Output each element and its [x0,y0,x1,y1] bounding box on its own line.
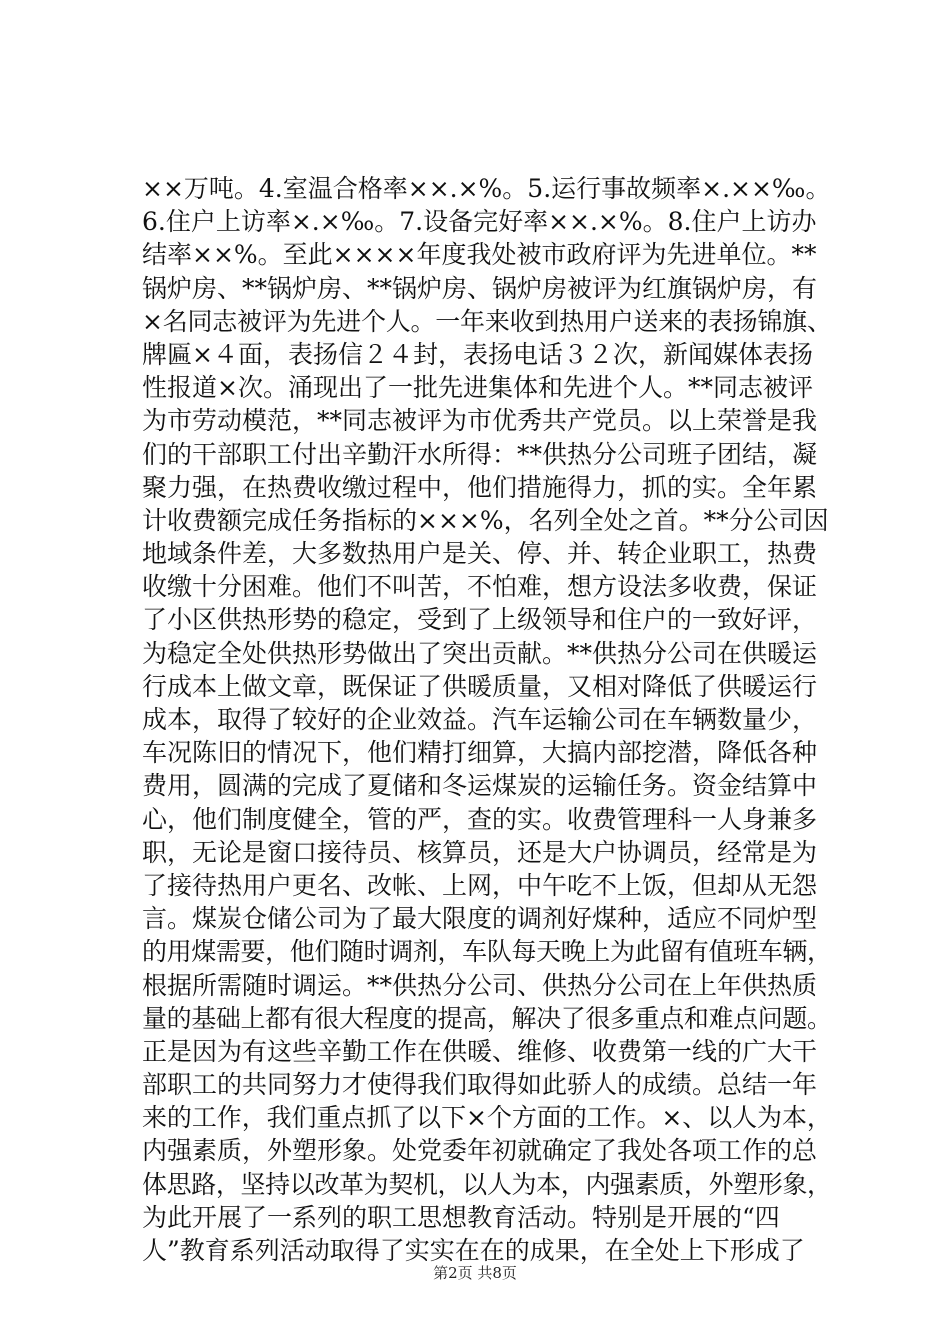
text-line: ×名同志被评为先进个人。一年来收到热用户送来的表扬锦旗、 [142,306,832,336]
text-line: 言。煤炭仓储公司为了最大限度的调剂好煤种，适应不同炉型 [142,904,818,934]
text-line: 聚力强，在热费收缴过程中，他们措施得力，抓的实。全年累 [142,472,818,502]
text-line: 了接待热用户更名、改帐、上网，中午吃不上饭，但却从无怨 [142,870,818,900]
text-line: 为稳定全处供热形势做出了突出贡献。**供热分公司在供暖运 [142,638,818,668]
text-line: 地域条件差，大多数热用户是关、停、并、转企业职工，热费 [142,539,818,569]
text-line: 牌匾×４面，表扬信２４封，表扬电话３２次，新闻媒体表扬 [142,339,813,369]
text-line: 内强素质，外塑形象。处党委年初就确定了我处各项工作的总 [142,1136,818,1166]
text-line: 们的干部职工付出辛勤汗水所得：**供热分公司班子团结，凝 [142,439,818,469]
text-line: 了小区供热形势的稳定，受到了上级领导和住户的一致好评， [142,605,818,635]
text-line: 人”教育系列活动取得了实实在在的成果，在全处上下形成了 [142,1236,805,1265]
text-line: 职，无论是窗口接待员、核算员，还是大户协调员，经常是为 [142,837,818,867]
text-line: 的用煤需要，他们随时调剂，车队每天晚上为此留有值班车辆， [142,937,832,967]
text-line: 心，他们制度健全，管的严，查的实。收费管理科一人身兼多 [142,804,818,834]
text-line: 体思路，坚持以改革为契机，以人为本，内强素质，外塑形象， [142,1169,832,1199]
text-line: 车况陈旧的情况下，他们精打细算，大搞内部挖潜，降低各种 [142,738,818,768]
text-line: 费用，圆满的完成了夏储和冬运煤炭的运输任务。资金结算中 [142,771,818,801]
text-line: 成本，取得了较好的企业效益。汽车运输公司在车辆数量少， [142,705,818,734]
text-line: 行成本上做文章，既保证了供暖质量，又相对降低了供暖运行 [142,671,818,701]
body-text [142,172,832,1267]
text-line: 根据所需随时调运。**供热分公司、供热分公司在上年供热质 [142,970,818,1000]
text-line: 正是因为有这些辛勤工作在供暖、维修、收费第一线的广大干 [142,1036,818,1066]
text-line: 计收费额完成任务指标的×××%，名列全处之首。**分公司因 [142,505,829,535]
text-line: 为市劳动模范，**同志被评为市优秀共产党员。以上荣誉是我 [142,406,818,436]
text-line: 量的基础上都有很大程度的提高，解决了很多重点和难点问题。 [142,1003,832,1033]
text-line: 部职工的共同努力才使得我们取得如此骄人的成绩。总结一年 [142,1070,818,1100]
page-footer: 第2页 共8页 [433,1264,517,1282]
text-line: 6.住户上访率×.×‰。7.设备完好率××.×%。8.住户上访办 [142,207,817,237]
text-line: 性报道×次。涌现出了一批先进集体和先进个人。**同志被评 [142,373,813,403]
text-line: 收缴十分困难。他们不叫苦，不怕难，想方设法多收费，保证 [142,572,818,602]
text-line: 来的工作，我们重点抓了以下×个方面的工作。×、以人为本， [142,1103,832,1133]
text-line: 锅炉房、**锅炉房、**锅炉房、锅炉房被评为红旗锅炉房，有 [142,273,818,303]
text-line: 为此开展了一系列的职工思想教育活动。特别是开展的“四 [142,1202,780,1232]
text-line: ××万吨。4.室温合格率××.×%。5.运行事故频率×.××‰。 [142,174,831,203]
text-line: 结率××%。至此××××年度我处被市政府评为先进单位。** [142,240,817,270]
